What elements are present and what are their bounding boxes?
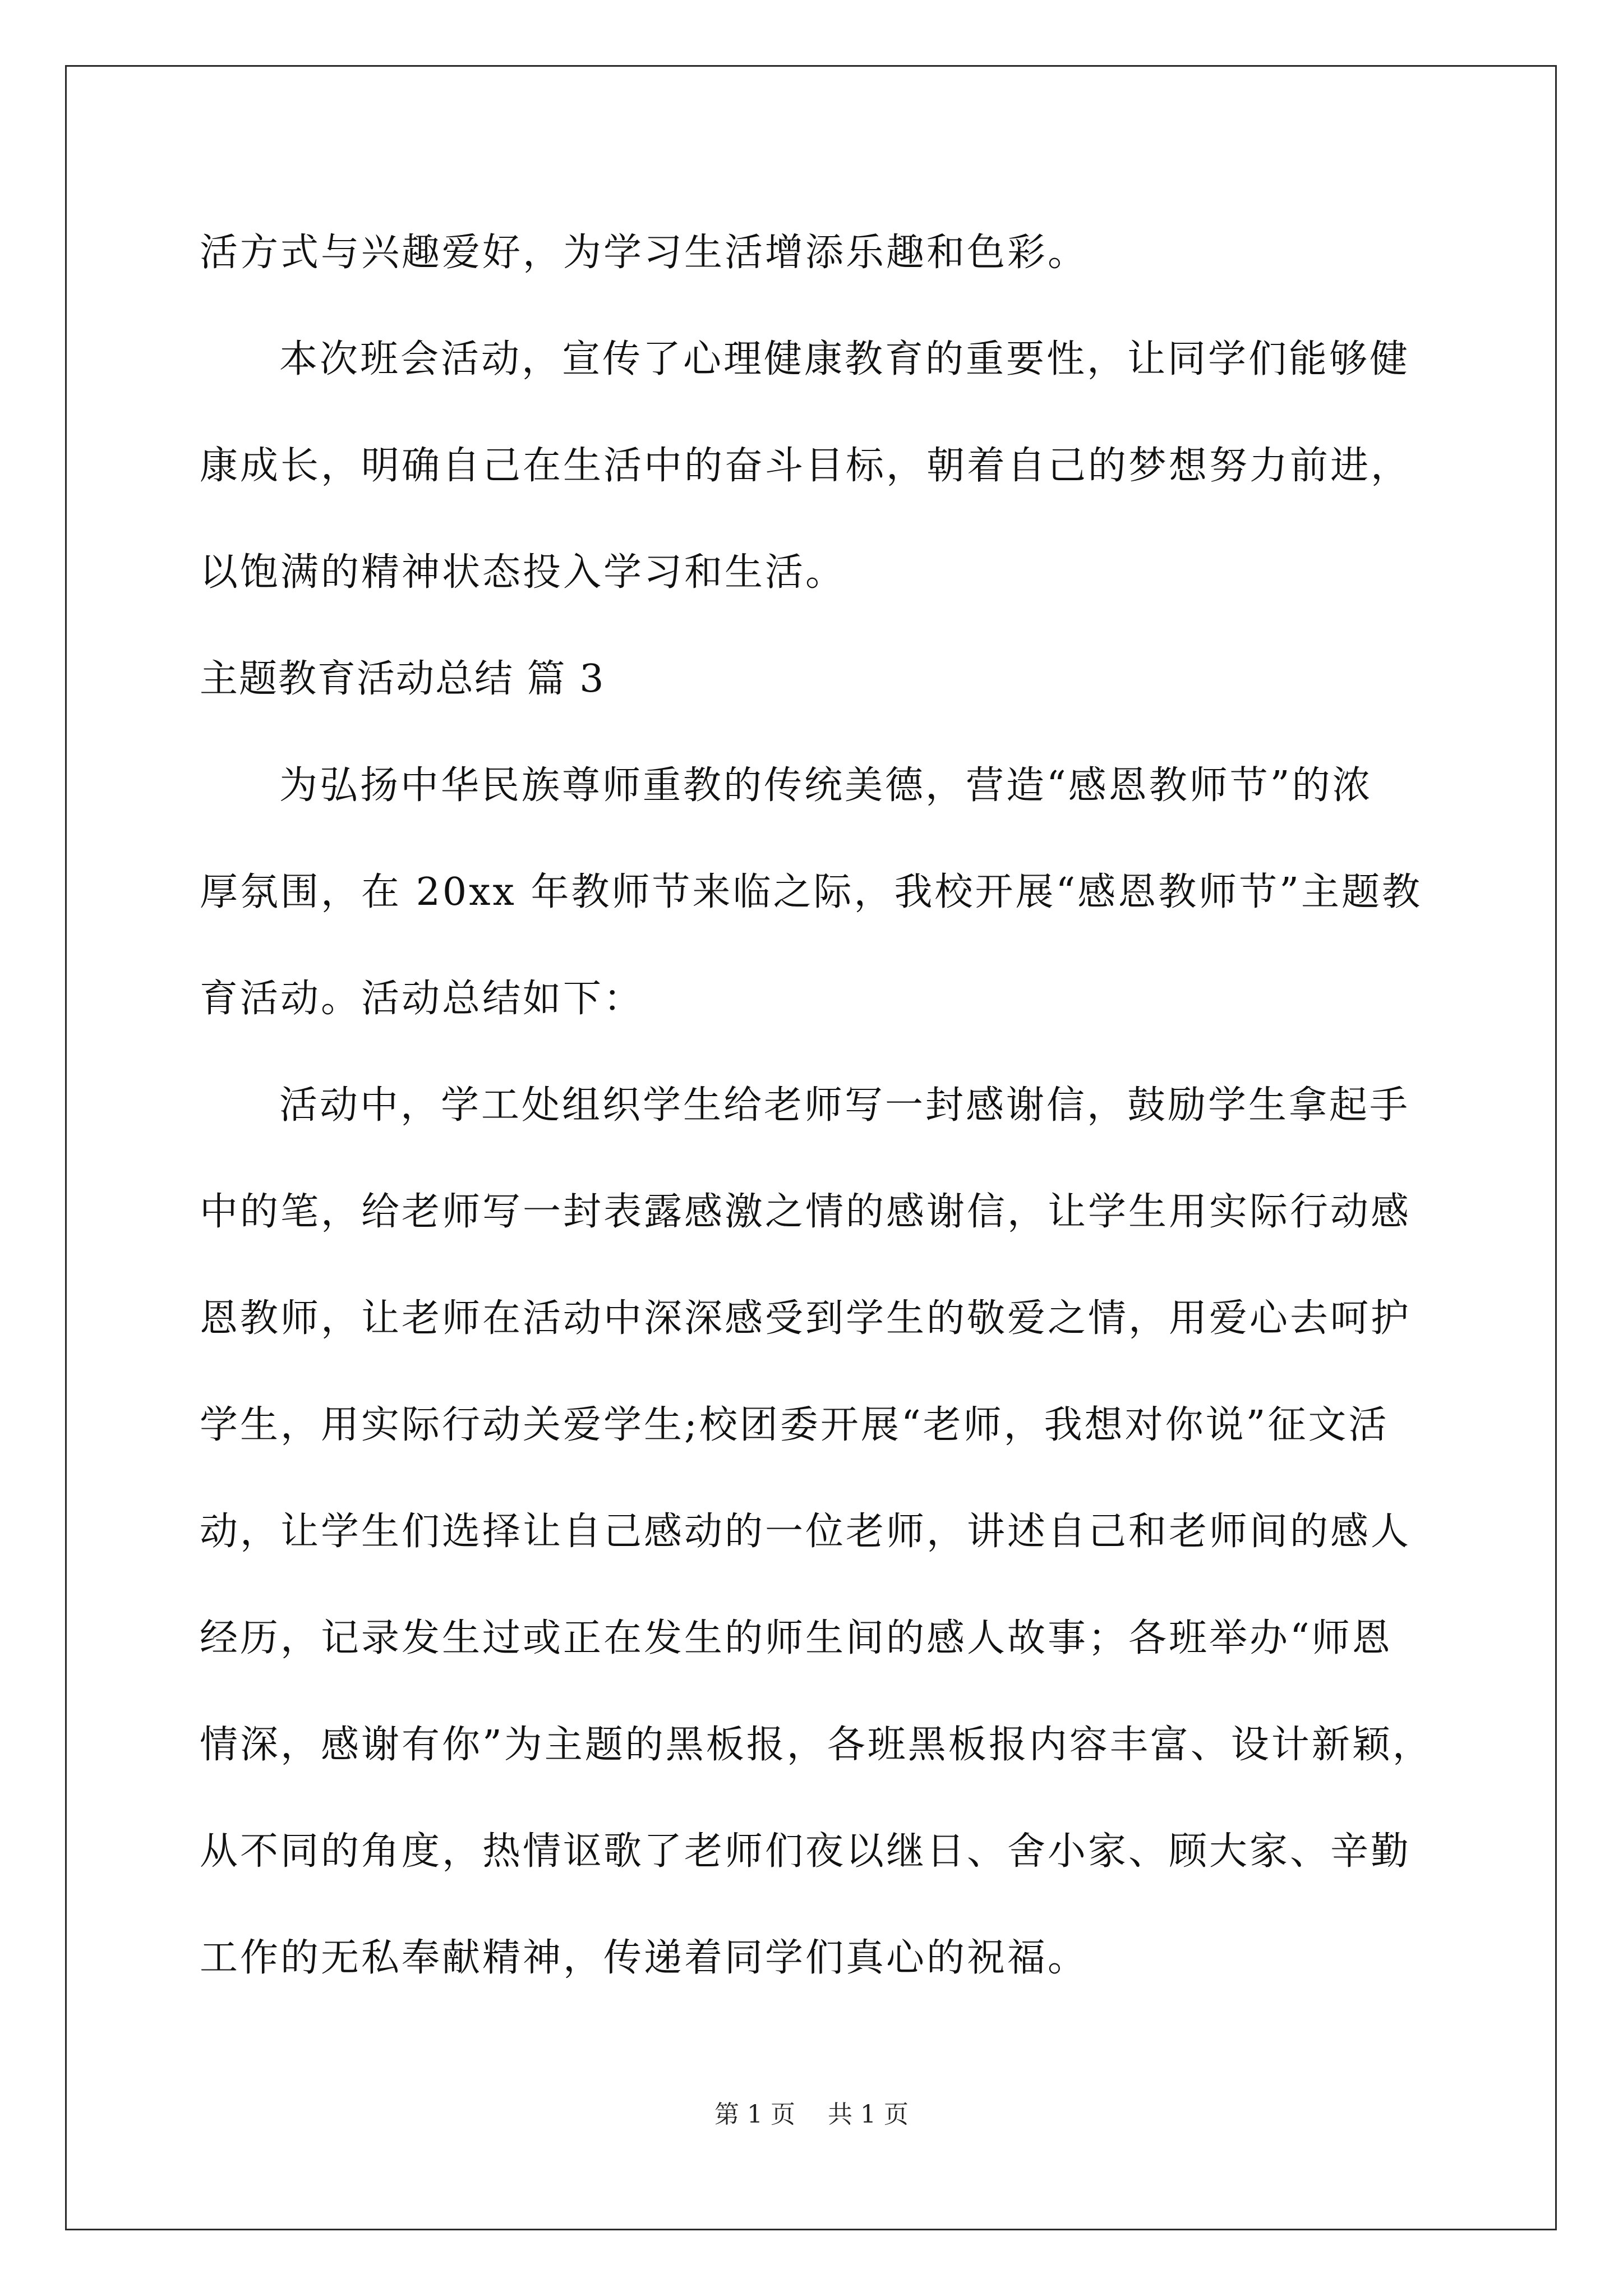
text-line-16: 从不同的角度，热情讴歌了老师们夜以继日、舍小家、顾大家、辛勤 xyxy=(200,1829,1412,1874)
section-heading: 主题教育活动总结 篇 3 xyxy=(200,657,605,701)
text-line-12: 学生，用实际行动关爱学生;校团委开展“老师，我想对你说”征文活 xyxy=(200,1403,1389,1447)
text-line-15: 情深，感谢有你”为主题的黑板报，各班黑板报内容丰富、设计新颖， xyxy=(200,1723,1433,1767)
text-line-13: 动，让学生们选择让自己感动的一位老师，讲述自己和老师间的感人 xyxy=(200,1510,1412,1554)
text-line-14: 经历，记录发生过或正在发生的师生间的感人故事；各班举办“师恩 xyxy=(200,1616,1393,1660)
text-line-1: 活方式与兴趣爱好，为学习生活增添乐趣和色彩。 xyxy=(200,231,1089,275)
document-body xyxy=(200,200,1445,2012)
text-line-7: 厚氛围，在 20xx 年教师节来临之际，我校开展“感恩教师节”主题教 xyxy=(200,870,1422,914)
text-line-3: 康成长，明确自己在生活中的奋斗目标，朝着自己的梦想努力前进， xyxy=(200,444,1412,488)
text-line-2: 本次班会活动，宣传了心理健康教育的重要性，让同学们能够健 xyxy=(279,337,1410,381)
page-number-total: 共 1 页 xyxy=(828,2100,909,2129)
text-line-9: 活动中，学工处组织学生给老师写一封感谢信，鼓励学生拿起手 xyxy=(279,1083,1410,1128)
text-line-6: 为弘扬中华民族尊师重教的传统美德，营造“感恩教师节”的浓 xyxy=(279,763,1373,808)
text-line-17: 工作的无私奉献精神，传递着同学们真心的祝福。 xyxy=(200,1936,1089,1980)
text-line-4: 以饱满的精神状态投入学习和生活。 xyxy=(200,550,846,595)
text-line-8: 育活动。活动总结如下： xyxy=(200,977,644,1021)
text-line-11: 恩教师，让老师在活动中深深感受到学生的敬爱之情，用爱心去呵护 xyxy=(200,1296,1412,1341)
page-footer xyxy=(0,2098,1623,2132)
page-number-current: 第 1 页 xyxy=(714,2100,795,2129)
text-line-10: 中的笔，给老师写一封表露感激之情的感谢信，让学生用实际行动感 xyxy=(200,1190,1412,1234)
